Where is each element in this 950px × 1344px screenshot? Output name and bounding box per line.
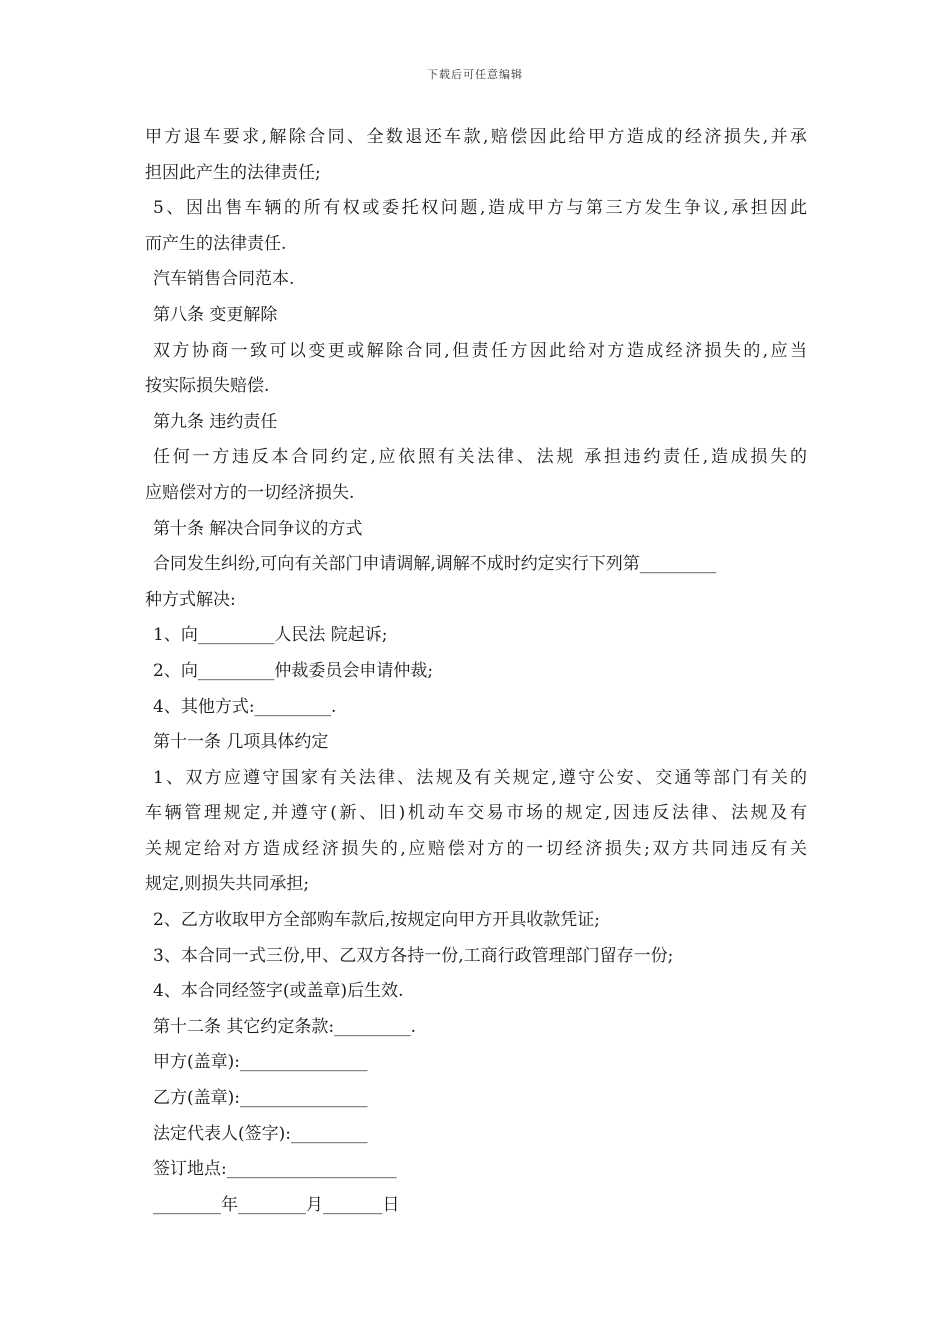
- document-line: 规定,则损失共同承担;: [145, 874, 310, 895]
- document-line: 第九条 违约责任: [153, 411, 278, 432]
- document-line: 第八条 变更解除: [153, 304, 278, 325]
- document-line: 4、本合同经签字(或盖章)后生效.: [153, 981, 404, 1002]
- document-line: 合同发生纠纷,可向有关部门申请调解,调解不成时约定实行下列第_________: [153, 554, 717, 575]
- document-line: 车辆管理规定,并遵守(新、旧)机动车交易市场的规定,因违反法律、法规及有: [145, 803, 807, 824]
- page-header-note: 下载后可任意编辑: [427, 68, 523, 81]
- document-line: 乙方(盖章):_______________: [153, 1088, 368, 1109]
- document-line: 2、向_________仲裁委员会申请仲裁;: [153, 660, 434, 681]
- document-line: 双方协商一致可以变更或解除合同,但责任方因此给对方造成经济损失的,应当: [153, 340, 807, 361]
- document-line: 第十一条 几项具体约定: [153, 732, 329, 753]
- document-line: 3、本合同一式三份,甲、乙双方各持一份,工商行政管理部门留存一份;: [153, 945, 674, 966]
- document-line: 而产生的法律责任.: [145, 233, 287, 254]
- document-line: 按实际损失赔偿.: [145, 376, 270, 397]
- document-line: 任何一方违反本合同约定,应依照有关法律、法规 承担违约责任,造成损失的: [153, 447, 807, 468]
- document-line: 关规定给对方造成经济损失的,应赔偿对方的一切经济损失;双方共同违反有关: [145, 838, 807, 859]
- document-line: 4、其他方式:_________.: [153, 696, 337, 717]
- document-line: 种方式解决:: [145, 589, 236, 610]
- document-line: 1、向_________人民法 院起诉;: [153, 625, 388, 646]
- document-line: 第十二条 其它约定条款:_________.: [153, 1016, 417, 1037]
- document-line: 2、乙方收取甲方全部购车款后,按规定向甲方开具收款凭证;: [153, 910, 600, 931]
- document-line: ________年________月_______日: [153, 1194, 400, 1215]
- document-line: 第十条 解决合同争议的方式: [153, 518, 363, 539]
- document-line: 签订地点:____________________: [153, 1159, 397, 1180]
- document-line: 法定代表人(签字):_________: [153, 1123, 368, 1144]
- document-line: 甲方(盖章):_______________: [153, 1052, 368, 1073]
- document-body: [145, 120, 807, 1223]
- document-line: 5、因出售车辆的所有权或委托权问题,造成甲方与第三方发生争议,承担因此: [153, 198, 807, 219]
- document-line: 1、双方应遵守国家有关法律、法规及有关规定,遵守公安、交通等部门有关的: [153, 767, 807, 788]
- document-line: 应赔偿对方的一切经济损失.: [145, 482, 355, 503]
- document-line: 甲方退车要求,解除合同、全数退还车款,赔偿因此给甲方造成的经济损失,并承: [145, 127, 807, 147]
- document-line: 汽车销售合同范本.: [153, 269, 295, 290]
- document-line: 担因此产生的法律责任;: [145, 162, 321, 183]
